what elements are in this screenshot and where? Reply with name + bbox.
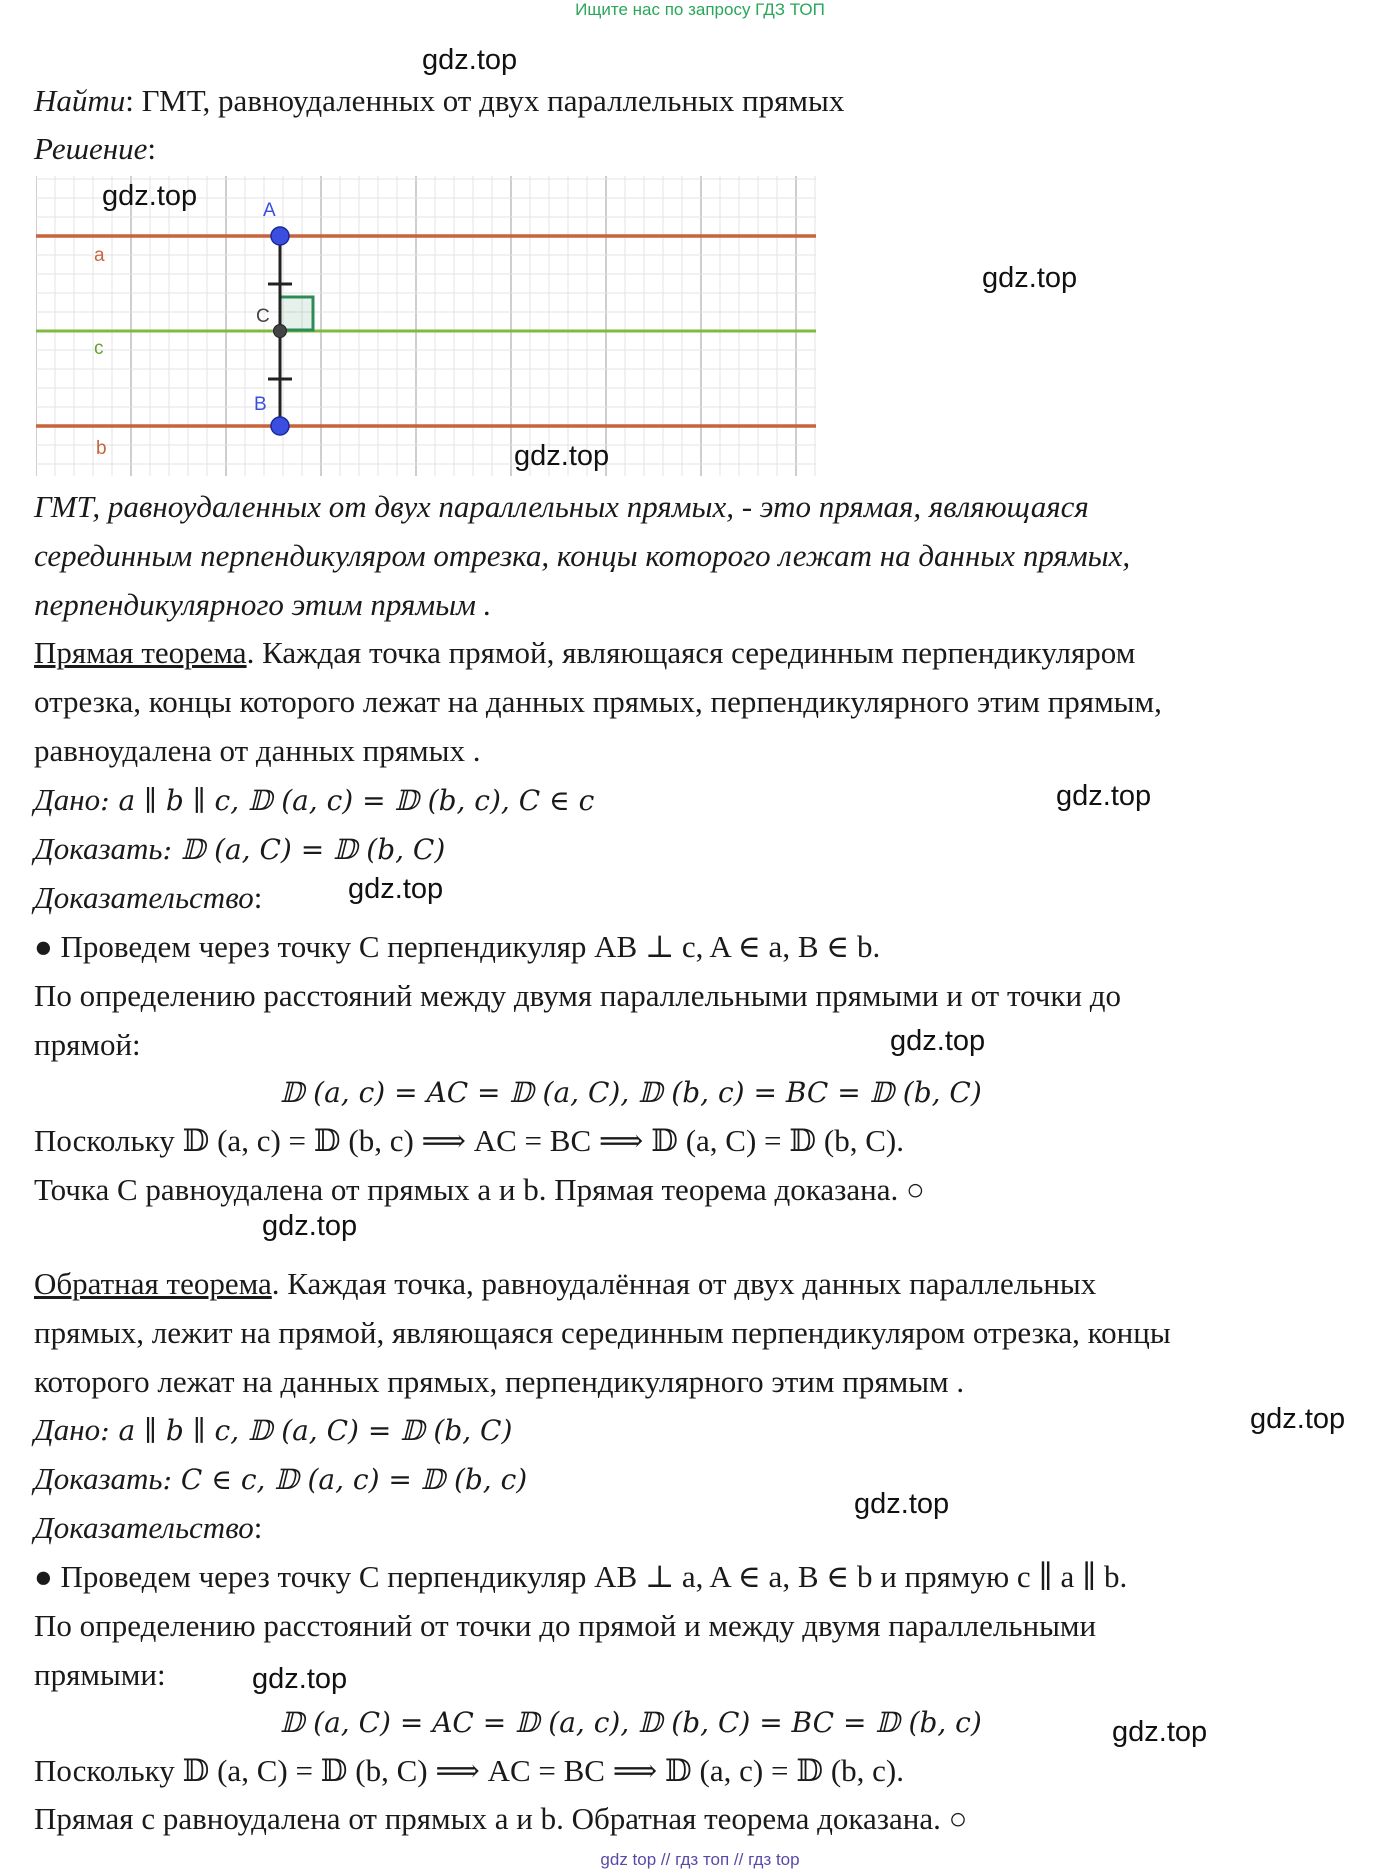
search-hint: Ищите нас по запросу ГДЗ ТОП [575,0,825,19]
watermark: gdz.top [1056,780,1152,812]
direct-theorem-line-2: отрезка, концы которого лежат на данных прямых, перпендикулярного этим прямым, [34,684,1162,719]
inverse-given-text: : a ∥ b ∥ c, 𝔻 (a, C) = 𝔻 (b, C) [100,1414,513,1447]
label-a: a [94,245,105,266]
inverse-given [34,1411,512,1450]
point-a [271,227,289,245]
inverse-theorem-line-1 [34,1265,1096,1303]
direct-step-1: ● Проведем через точку C перпендикуляр AB ⊥ c, A ∈ a, B ∈ b. [34,929,881,964]
label-A: A [263,200,276,221]
watermark: gdz.top [262,1210,358,1242]
geometry-figure [36,176,816,476]
inverse-step-1: ● Проведем через точку C перпендикуляр AB ⊥ a, A ∈ a, B ∈ b и прямую c ∥ a ∥ b. [34,1559,1128,1594]
find-label: Найти [34,83,126,118]
gmt-line-1: ГМТ, равноудаленных от двух параллельных прямых, - это прямая, являющаяся [34,489,1089,524]
direct-prove-text: : 𝔻 (a, C) = 𝔻 (b, C) [162,833,446,866]
label-C: C [256,306,270,327]
inverse-theorem-line-3: которого лежат на данных прямых, перпендикулярного этим прямым . [34,1364,965,1399]
inverse-given-label: Дано [34,1412,101,1447]
watermark: gdz.top [348,873,444,905]
direct-step-2a: По определению расстояний между двумя параллельными прямыми и от точки до [34,978,1122,1013]
inverse-theorem-line-2: прямых, лежит на прямой, являющаяся серединным перпендикуляром отрезка, концы [34,1315,1171,1350]
point-c [274,325,287,338]
label-B: B [254,394,267,415]
inverse-step-2b: прямыми: [34,1657,166,1692]
direct-prove [34,830,445,869]
direct-proof-label: Доказательство [34,880,254,915]
inverse-theorem-text: . Каждая точка, равноудалённая от двух данных параллельных [271,1266,1097,1301]
direct-given [34,781,594,820]
direct-since: Поскольку 𝔻 (a, c) = 𝔻 (b, c) ⟹ AC = BC ⟹ 𝔻 (a, C) = 𝔻 (b, C). [34,1123,904,1158]
find-text: : ГМТ, равноудаленных от двух параллельных прямых [125,83,845,118]
inverse-proof-header [34,1509,262,1547]
label-c: c [94,338,104,359]
direct-formula: 𝔻 (a, c) = AC = 𝔻 (a, C), 𝔻 (b, c) = BC = 𝔻 (b, C) [280,1076,982,1109]
watermark: gdz.top [514,440,610,472]
direct-given-text: : a ∥ b ∥ c, 𝔻 (a, c) = 𝔻 (b, c), C ∈ c [100,784,595,817]
watermark: gdz.top [252,1663,348,1695]
inverse-conclusion: Прямая c равноудалена от прямых a и b. Обратная теорема доказана. ○ [34,1801,968,1836]
inverse-step-2a: По определению расстояний от точки до прямой и между двумя параллельными [34,1608,1097,1643]
watermark: gdz.top [1250,1403,1346,1435]
find-line [34,82,844,120]
watermark: gdz.top [982,262,1078,294]
direct-theorem-text: . Каждая точка прямой, являющаяся серединным перпендикуляром [246,635,1136,670]
inverse-theorem-title: Обратная теорема [34,1266,272,1301]
inverse-prove-text: : C ∈ c, 𝔻 (a, c) = 𝔻 (b, c) [162,1463,528,1496]
label-b: b [96,438,107,459]
direct-step-2b: прямой: [34,1027,141,1062]
watermark: gdz.top [102,180,198,212]
watermark: gdz.top [890,1025,986,1057]
direct-given-label: Дано [34,782,101,817]
inverse-prove [34,1460,527,1499]
direct-theorem-line-1 [34,634,1135,672]
watermark: gdz.top [854,1488,950,1520]
gmt-line-3: перпендикулярного этим прямым . [34,587,492,622]
watermark: gdz.top [1112,1716,1208,1748]
gmt-line-2: серединным перпендикуляром отрезка, концы которого лежат на данных прямых, [34,538,1131,573]
grid [36,176,816,476]
inverse-proof-colon: : [253,1510,263,1545]
solution-colon: : [147,131,156,166]
solution-label: Решение [34,131,148,166]
direct-conclusion: Точка C равноудалена от прямых a и b. Прямая теорема доказана. ○ [34,1172,925,1207]
direct-proof-header [34,879,262,917]
point-b [271,417,289,435]
inverse-prove-label: Доказать [34,1461,163,1496]
direct-theorem-line-3: равноудалена от данных прямых . [34,733,481,768]
direct-prove-label: Доказать [34,831,163,866]
direct-theorem-title: Прямая теорема [34,635,247,670]
right-angle-mark [280,297,313,330]
direct-proof-colon: : [253,880,263,915]
watermark: gdz.top [422,44,518,76]
inverse-proof-label: Доказательство [34,1510,254,1545]
inverse-formula: 𝔻 (a, C) = AC = 𝔻 (a, c), 𝔻 (b, C) = BC = 𝔻 (b, c) [280,1706,982,1739]
footer-links: gdz top // гдз топ // гдз top [600,1850,800,1869]
solution-line [34,130,156,168]
inverse-since: Поскольку 𝔻 (a, C) = 𝔻 (b, C) ⟹ AC = BC ⟹ 𝔻 (a, c) = 𝔻 (b, c). [34,1753,904,1788]
